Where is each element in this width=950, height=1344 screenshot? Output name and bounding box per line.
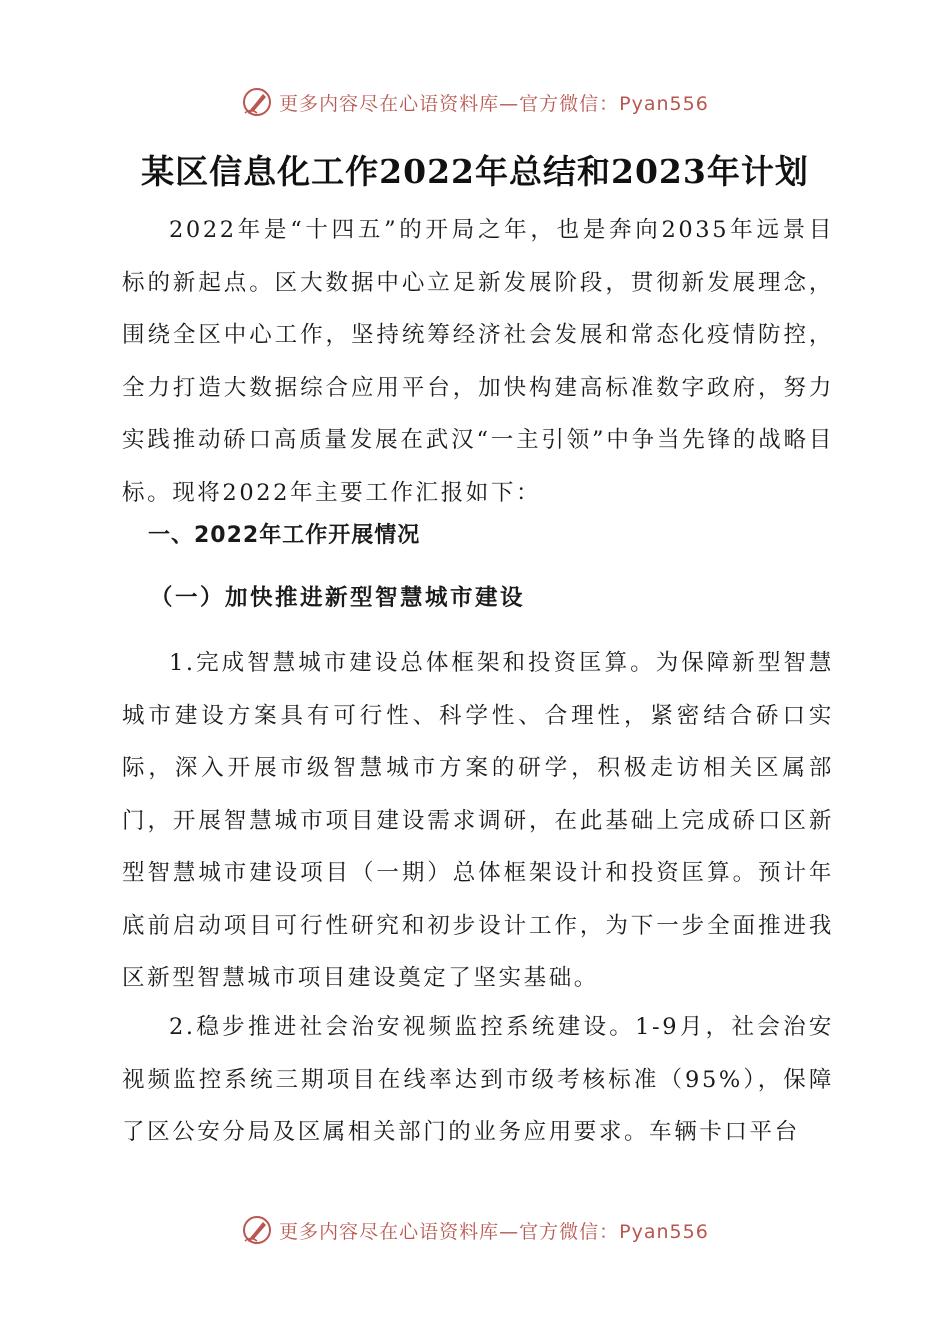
watermark-footer bbox=[0, 1214, 950, 1246]
watermark-text: 更多内容尽在心语资料库—官方微信：Pyan556 bbox=[279, 92, 709, 115]
watermark-text: 更多内容尽在心语资料库—官方微信：Pyan556 bbox=[279, 1220, 709, 1243]
document-title: 某区信息化工作2022年总结和2023年计划 bbox=[141, 152, 809, 191]
pen-logo-icon bbox=[241, 86, 273, 118]
section-1-heading: 一、2022年工作开展情况 bbox=[148, 523, 421, 548]
subsection-1-heading: （一）加快推进新型智慧城市建设 bbox=[150, 585, 526, 611]
item-1-paragraph: 1.完成智慧城市建设总体框架和投资匡算。为保障新型智慧城市建设方案具有可行性、科学性、合理性，紧密结合硚口实际，深入开展市级智慧城市方案的研学，积极走访相关区属部门，开展智慧城市项目建设需求调研，在此基础上完成硚口区新型智慧城市建设项目（一期）总体框架设计和投资匡算。预计年底前启动项目可行性研究和初步设计工作，为下一步全面推进我区新型智慧城市项目建设奠定了坚实基础。 bbox=[122, 650, 834, 991]
pen-logo-icon bbox=[241, 1214, 273, 1246]
watermark-header bbox=[0, 86, 950, 118]
intro-paragraph: 2022年是“十四五”的开局之年，也是奔向2035年远景目标的新起点。区大数据中心立足新发展阶段，贯彻新发展理念，围绕全区中心工作，坚持统筹经济社会发展和常态化疫情防控，全力打造大数据综合应用平台，加快构建高标准数字政府，努力实践推动硚口高质量发展在武汉“一主引领”中争当先锋的战略目标。现将2022年主要工作汇报如下： bbox=[122, 217, 834, 506]
item-2-paragraph: 2.稳步推进社会治安视频监控系统建设。1-9月，社会治安视频监控系统三期项目在线率达到市级考核标准（95%），保障了区公安分局及区属相关部门的业务应用要求。车辆卡口平台 bbox=[122, 1014, 834, 1145]
